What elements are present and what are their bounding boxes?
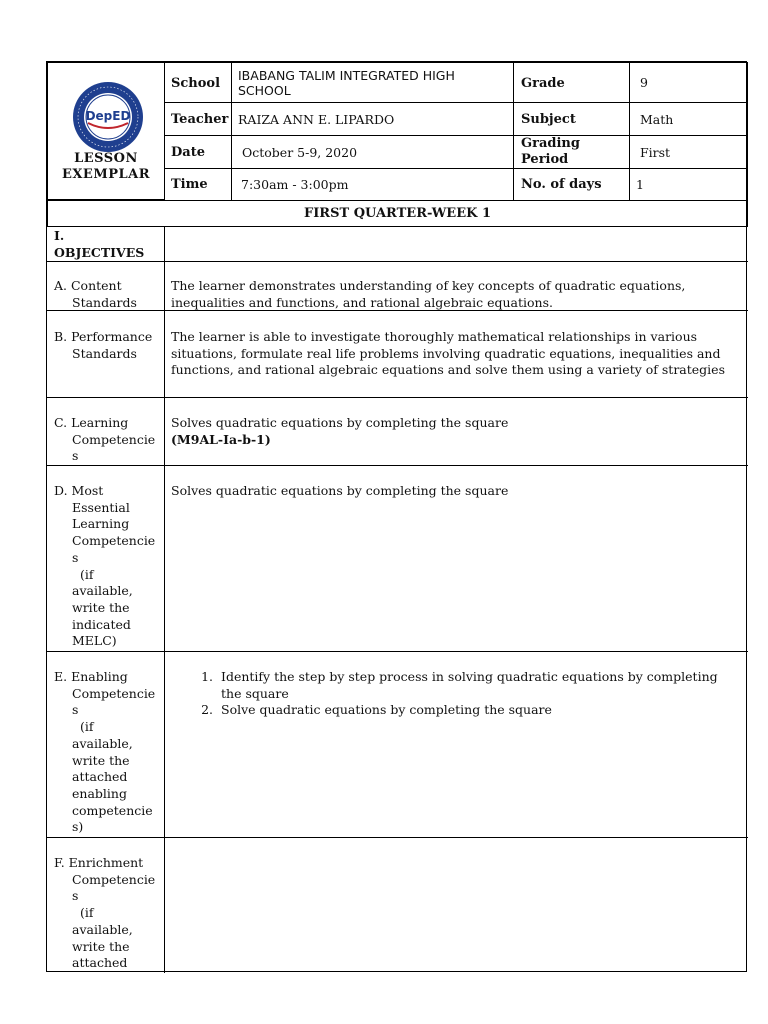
row-divider [47, 397, 748, 398]
date-value-cell [231, 135, 514, 169]
label-line: (if [80, 905, 94, 921]
time-value: 7:30am - 3:00pm [241, 177, 349, 192]
time-value-cell [231, 168, 514, 201]
label-line: attached [72, 955, 128, 971]
grading-label-line-2: Period [521, 152, 569, 167]
label-line: write the [72, 752, 130, 768]
label-line: Competencie [72, 685, 156, 701]
subject-value-cell [629, 102, 748, 136]
label-line: E. Enabling [54, 669, 128, 684]
days-label: No. of days [521, 177, 602, 192]
time-label-cell [164, 168, 232, 201]
date-value: October 5-9, 2020 [242, 145, 358, 160]
date-label-cell [164, 135, 232, 169]
time-label: Time [171, 177, 208, 192]
subject-label-cell [513, 102, 630, 136]
grading-value: First [640, 145, 671, 160]
enabling-competencies-list [171, 669, 731, 719]
grade-value: 9 [640, 75, 648, 90]
label-line: C. Learning [54, 415, 129, 430]
label-line: s) [72, 819, 84, 835]
label-line: Competencie [72, 431, 156, 447]
label-line: s [72, 549, 79, 565]
learning-competencies-content [171, 415, 741, 448]
grade-value-cell [629, 62, 748, 103]
label-line: indicated [72, 616, 131, 632]
deped-logo [72, 81, 144, 153]
learning-competency-code: (M9AL-Ia-b-1) [171, 431, 271, 447]
learning-competencies-label [54, 415, 158, 465]
label-line: enabling [72, 785, 127, 801]
label-line: Standards [72, 294, 137, 310]
list-item: 1. Identify the step by step process in solving quadratic equations by completing the square [217, 669, 731, 702]
label-line: s [72, 888, 79, 904]
row-divider [47, 465, 748, 466]
label-line: Learning [72, 516, 130, 532]
label-line: Standards [72, 345, 137, 361]
label-line: available, [72, 921, 133, 937]
melc-label [54, 483, 158, 650]
date-label: Date [171, 145, 205, 160]
objectives-heading-text: OBJECTIVES [54, 244, 145, 260]
days-value: 1 [636, 177, 644, 192]
enabling-competencies-label [54, 669, 158, 836]
content-standards-text: The learner demonstrates understanding of key concepts of quadratic equations, inequalities and functions, and rational algebraic equations. [171, 278, 686, 310]
enrichment-competencies-label [54, 855, 158, 972]
objectives-heading-number: I. [54, 228, 65, 243]
logo-text: DepED [85, 109, 131, 123]
performance-standards-text: The learner is able to investigate thoroughly mathematical relationships in various situations, formulate real life problems involving quadratic equations, inequalities and functions, and rational algebraic equations and solve them using a variety of strategies [171, 329, 725, 378]
teacher-value-cell [231, 102, 514, 136]
title-line-2: EXEMPLAR [61, 167, 151, 182]
label-line: attached [72, 769, 128, 785]
performance-standards-label [54, 329, 158, 362]
content-standards-label [54, 278, 158, 311]
label-line: available, [72, 583, 133, 599]
label-line: D. Most [54, 483, 104, 498]
label-line: competencie [72, 802, 153, 818]
school-label-cell [164, 62, 232, 103]
grading-value-cell [629, 135, 748, 169]
label-line: Competencie [72, 871, 156, 887]
label-column-divider [164, 226, 165, 973]
teacher-value: RAIZA ANN E. LIPARDO [238, 112, 395, 127]
label-line: Competencie [72, 533, 156, 549]
label-line: MELC) [72, 633, 117, 649]
lesson-exemplar-title [48, 151, 164, 183]
grading-label-cell [513, 135, 630, 169]
lesson-exemplar-sheet [46, 61, 747, 972]
days-value-cell [629, 168, 748, 201]
label-line: F. Enrichment [54, 855, 144, 870]
quarter-title-cell [47, 200, 748, 227]
melc-text: Solves quadratic equations by completing the square [171, 483, 509, 498]
deped-seal-icon [72, 81, 144, 153]
label-line: s [72, 702, 79, 718]
row-divider [47, 837, 748, 838]
teacher-label-cell [164, 102, 232, 136]
grade-label: Grade [521, 76, 565, 91]
learning-competency-text: Solves quadratic equations by completing the square [171, 415, 509, 430]
days-label-cell [513, 168, 630, 201]
school-value: IBABANG TALIM INTEGRATED HIGH SCHOOL [238, 68, 455, 98]
grade-label-cell [513, 62, 630, 103]
label-line: Essential [72, 499, 130, 515]
label-line: available, [72, 735, 133, 751]
label-line: write the [72, 599, 130, 615]
grading-period-label [521, 136, 580, 168]
quarter-title: FIRST QUARTER-WEEK 1 [304, 206, 491, 221]
label-line: s [72, 448, 79, 464]
logo-title-cell [47, 62, 165, 200]
label-line: write the [72, 938, 130, 954]
enabling-competencies-content [171, 669, 731, 719]
list-item: 2. Solve quadratic equations by completing the square [217, 702, 731, 719]
school-label: School [171, 76, 221, 91]
label-line: B. Performance [54, 329, 153, 344]
grading-label-line-1: Grading [521, 136, 580, 151]
teacher-label: Teacher [171, 112, 229, 127]
school-value-cell [231, 62, 514, 103]
subject-value: Math [640, 112, 674, 127]
label-line: (if [80, 719, 94, 735]
objectives-heading [54, 228, 158, 261]
row-divider [47, 651, 748, 652]
title-line-1: LESSON [74, 151, 138, 166]
label-line: (if [80, 566, 94, 582]
subject-label: Subject [521, 112, 576, 127]
label-line: A. Content [54, 278, 122, 293]
